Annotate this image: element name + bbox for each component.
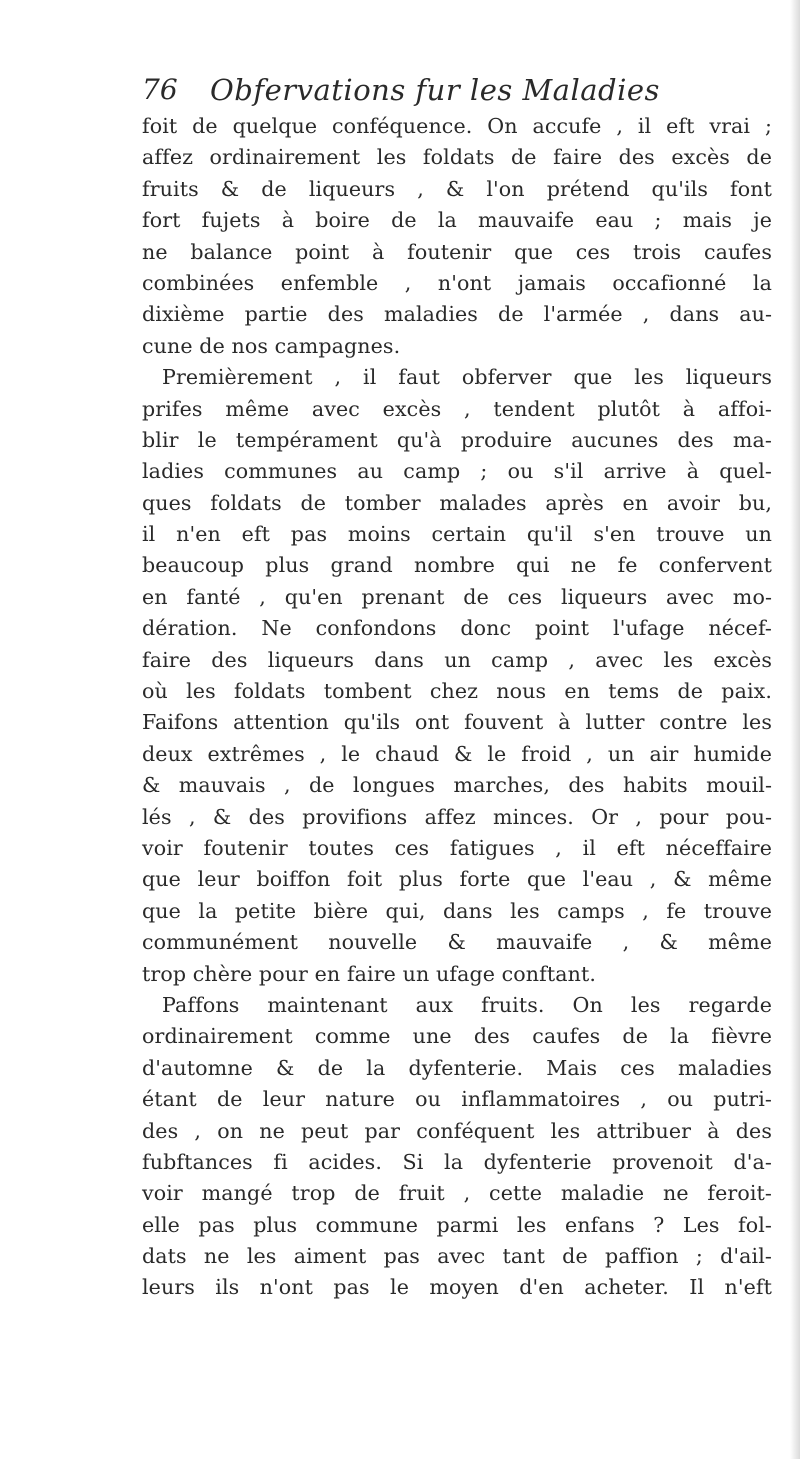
text-line: foit de quelque conféquence. On accufe , il eft vrai ;: [142, 114, 772, 138]
text-line: Premièrement , il faut obferver que les liqueurs: [162, 365, 772, 390]
text-line: trop chère pour en faire un ufage conftant.: [142, 961, 597, 986]
text-line: deux extrêmes , le chaud & le froid , un air humide: [142, 741, 772, 766]
text-line: cune de nos campagnes.: [142, 333, 401, 358]
text-line: ques foldats de tomber malades après en avoir bu,: [142, 490, 772, 515]
text-line: faire des liqueurs dans un camp , avec les excès: [142, 647, 772, 672]
text-line: affez ordinairement les foldats de faire des excès de: [142, 145, 772, 170]
text-line: & mauvais , de longues marches, des habits mouil-: [142, 773, 772, 798]
text-line: où les foldats tombent chez nous en tems de paix.: [142, 679, 772, 704]
text-line: fort fujets à boire de la mauvaife eau ; mais je: [142, 208, 772, 233]
text-line: lés , & des provifions affez minces. Or , pour pou-: [142, 804, 772, 829]
text-line: que leur boiffon foit plus forte que l'eau , & même: [142, 867, 772, 892]
text-line: voir foutenir toutes ces fatigues , il eft néceffaire: [142, 835, 772, 860]
text-line: voir mangé trop de fruit , cette maladie ne feroit-: [142, 1181, 772, 1206]
page-header: [112, 70, 772, 114]
page-number: 76: [142, 73, 178, 106]
text-line: fruits & de liqueurs , & l'on prétend qu'ils font: [142, 176, 772, 201]
text-line: Paffons maintenant aux fruits. On les regarde: [162, 992, 772, 1017]
text-line: dération. Ne confondons donc point l'ufage nécef-: [142, 616, 772, 641]
page-edge-shadow: [790, 0, 800, 1459]
text-line: Faifons attention qu'ils ont fouvent à lutter contre les: [142, 710, 772, 735]
text-line: ordinairement comme une des caufes de la fièvre: [142, 1024, 772, 1049]
text-line: dixième partie des maladies de l'armée , dans au-: [142, 302, 772, 327]
text-line: d'automne & de la dyfenterie. Mais ces maladies: [142, 1055, 772, 1080]
text-line: elle pas plus commune parmi les enfans ? Les fol-: [142, 1212, 772, 1237]
text-line: communément nouvelle & mauvaife , & même: [142, 930, 772, 955]
text-line: il n'en eft pas moins certain qu'il s'en trouve un: [142, 522, 772, 547]
text-line: étant de leur nature ou inflammatoires , ou putri-: [142, 1087, 772, 1112]
text-line: que la petite bière qui, dans les camps , fe trouve: [142, 898, 772, 923]
text-line: dats ne les aiment pas avec tant de paffion ; d'ail-: [142, 1244, 772, 1269]
text-line: ladies communes au camp ; ou s'il arrive à quel-: [142, 459, 772, 484]
text-line: ne balance point à foutenir que ces trois caufes: [142, 239, 772, 264]
text-line: beaucoup plus grand nombre qui ne fe confervent: [142, 553, 772, 578]
text-line: prifes même avec excès , tendent plutôt à affoi-: [142, 396, 772, 421]
text-line: fubftances fi acides. Si la dyfenterie provenoit d'a-: [142, 1149, 772, 1174]
body-text: [142, 111, 772, 1304]
text-line: combinées enfemble , n'ont jamais occafionné la: [142, 270, 772, 295]
running-head: Obfervations fur les Maladies: [210, 73, 660, 107]
text-line: des , on ne peut par conféquent les attribuer à des: [142, 1118, 772, 1143]
text-line: en fanté , qu'en prenant de ces liqueurs avec mo-: [142, 584, 772, 609]
text-line: leurs ils n'ont pas le moyen d'en acheter. Il n'eft: [142, 1275, 772, 1300]
text-line: blir le tempérament qu'à produire aucunes des ma-: [142, 427, 772, 452]
